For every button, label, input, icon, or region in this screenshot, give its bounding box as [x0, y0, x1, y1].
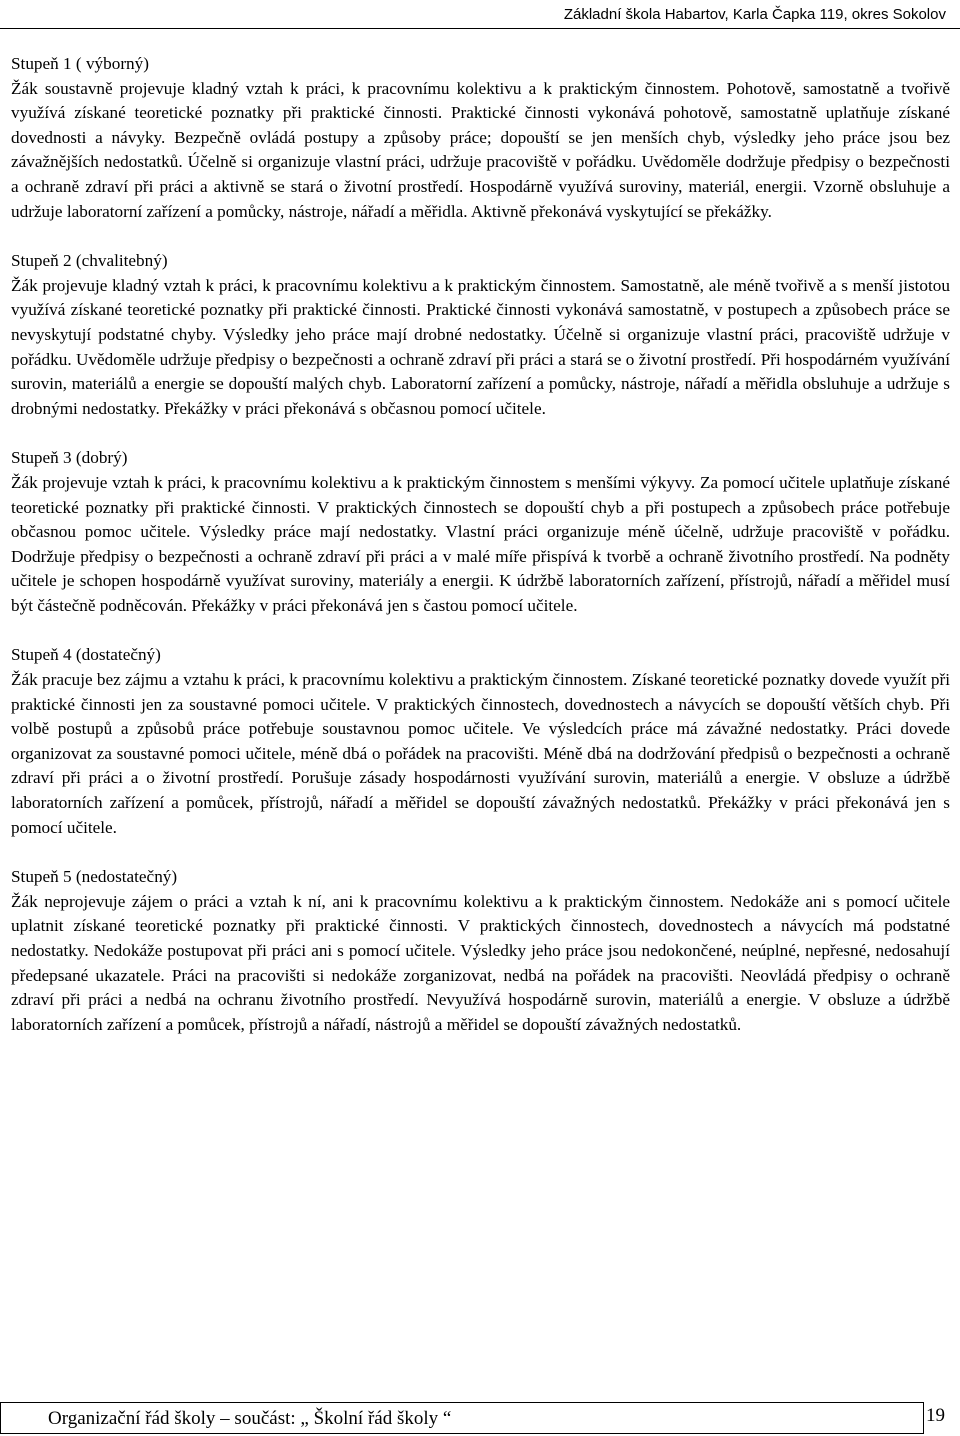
page-number: 19	[926, 1405, 945, 1426]
grade-section-2	[11, 249, 950, 421]
footer-document-title: Organizační řád školy – součást: „ Školní řád školy “	[48, 1408, 452, 1429]
grade-section-1	[11, 52, 950, 224]
grade-description: Žák pracuje bez zájmu a vztahu k práci, k pracovnímu kolektivu a praktickým činnostem. Získané teoretické poznatky dovede využít při praktické činnosti jen za soustavné pomoci učitele. V praktických činnostech, dovednostech a návycích se dopouští větších chyb. Při volbě postupů a způsobů práce potřebuje soustavnou pomoc učitele. Ve výsledcích práce má závažné nedostatky. Práci dovede organizovat za soustavné pomoci učitele, méně dbá o pořádek na pracovišti. Méně dbá na dodržování předpisů o bezpečnosti a ochraně zdraví při práci a o životní prostředí. Porušuje zásady hospodárnosti využívání surovin, materiálů a energie. V obsluze a údržbě laboratorních zařízení a pomůcek, přístrojů, nářadí a měřidel se dopouští závažných nedostatků. Překážky v práci překonává jen s pomocí učitele.	[11, 670, 950, 837]
grade-section-5	[11, 865, 950, 1037]
document-body	[11, 52, 950, 1062]
header-divider	[0, 28, 960, 29]
grade-title: Stupeň 3 (dobrý)	[11, 448, 128, 468]
grade-title: Stupeň 1 ( výborný)	[11, 54, 149, 73]
grade-description: Žák soustavně projevuje kladný vztah k práci, k pracovnímu kolektivu a k praktickým činnostem. Pohotově, samostatně a tvořivě využívá získané teoretické poznatky při praktické činnosti. Praktické činnosti vykonává pohotově, samostatně uplatňuje získané dovednosti a návyky. Bezpečně ovládá postupy a způsoby práce; dopouští se jen menších chyb, výsledky jeho práce jsou bez závažnějších nedostatků. Účelně si organizuje vlastní práci, udržuje pracoviště v pořádku. Uvědoměle dodržuje předpisy o bezpečnosti a ochraně zdraví při práci a aktivně se stará o životní prostředí. Hospodárně využívá suroviny, materiál, energii. Vzorně obsluhuje a udržuje laboratorní zařízení a pomůcky, nástroje, nářadí a měřidla. Aktivně překonává vyskytující se překážky.	[11, 78, 950, 221]
grade-title: Stupeň 2 (chvalitebný)	[11, 251, 168, 271]
grade-title: Stupeň 5 (nedostatečný)	[11, 867, 178, 887]
grade-section-4	[11, 643, 950, 840]
header-school-name: Základní škola Habartov, Karla Čapka 119, okres Sokolov	[563, 6, 946, 23]
grade-section-3	[11, 446, 950, 618]
grade-title: Stupeň 4 (dostatečný)	[11, 645, 161, 665]
grade-description: Žák projevuje kladný vztah k práci, k pracovnímu kolektivu a k praktickým činnostem. Samostatně, ale méně tvořivě a s menší jistotou využívá získané teoretické poznatky při praktické činnosti. Praktické činnosti vykonává samostatně, v postupech a způsobech práce se nevyskytují podstatné chyby. Výsledky jeho práce mají drobné nedostatky. Účelně si organizuje vlastní práci, pracoviště udržuje v pořádku. Uvědoměle udržuje předpisy o bezpečnosti a ochraně zdraví při práci a stará se o životní prostředí. Při hospodárném využívání surovin, materiálů a energie se dopouští malých chyb. Laboratorní zařízení a pomůcky, nástroje, nářadí a měřidla obsluhuje a udržuje s drobnými nedostatky. Překážky v práci překonává s občasnou pomocí učitele.	[11, 275, 950, 418]
grade-description: Žák projevuje vztah k práci, k pracovnímu kolektivu a k praktickým činnostem s menšími výkyvy. Za pomocí učitele uplatňuje získané teoretické poznatky při praktické činnosti. V praktických činnostech se dopouští chyb a při postupech a způsobech práce potřebuje občasnou pomoc učitele. Výsledky práce mají nedostatky. Vlastní práci organizuje méně účelně, udržuje pracoviště v pořádku. Dodržuje předpisy o bezpečnosti a ochraně zdraví při práci a v malé míře přispívá k tvorbě a ochraně životního prostředí. Na podněty učitele je schopen hospodárně využívat suroviny, materiály a energii. K údržbě laboratorních zařízení, přístrojů, nářadí a měřidel musí být částečně podněcován. Překážky v práci překonává jen s častou pomocí učitele.	[11, 472, 950, 615]
grade-description: Žák neprojevuje zájem o práci a vztah k ní, ani k pracovnímu kolektivu a k praktickým činnostem. Nedokáže ani s pomocí učitele uplatnit získané teoretické poznatky při praktické činnosti. V praktických činnostech, dovednostech a návycích má podstatné nedostatky. Nedokáže postupovat při práci ani s pomocí učitele. Výsledky jeho práce jsou nedokončené, neúplné, nepřesné, nedosahují předepsané ukazatele. Práci na pracovišti si nedokáže zorganizovat, nedbá na pořádek na pracovišti. Neovládá předpisy o ochraně zdraví při práci a nedbá na ochranu životního prostředí. Nevyužívá hospodárně surovin, materiálů a energie. V obsluze a údržbě laboratorních zařízení a pomůcek, přístrojů a nářadí, nástrojů a měřidel se dopouští závažných nedostatků.	[11, 891, 950, 1034]
